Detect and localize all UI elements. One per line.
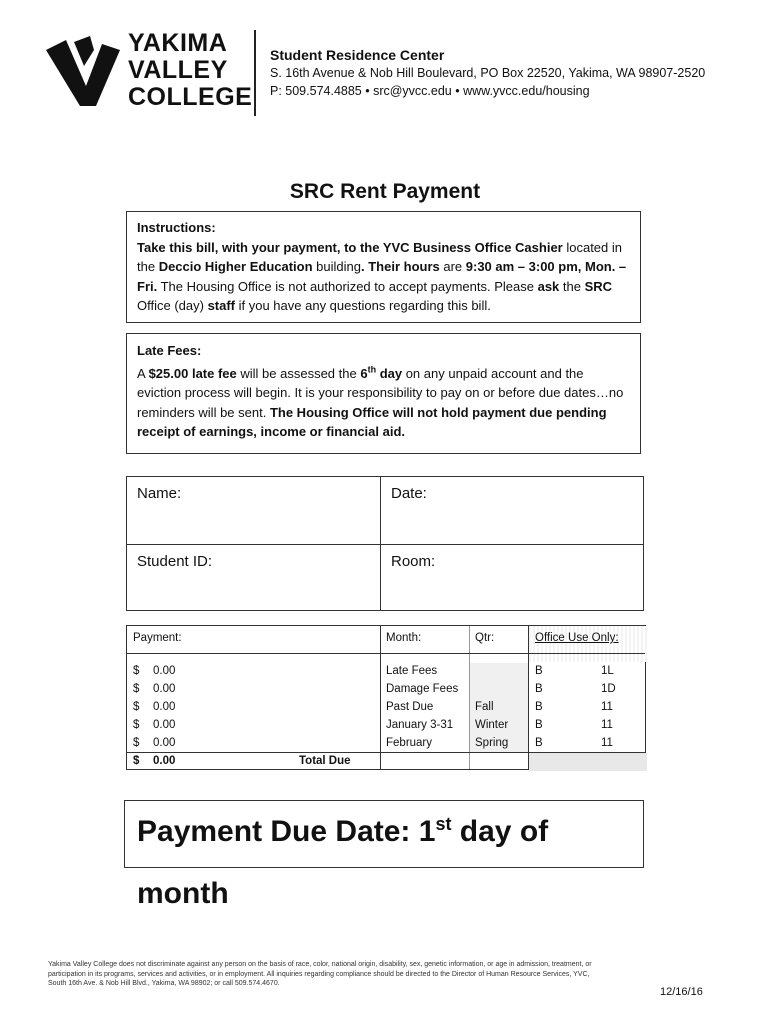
room-label: Room: <box>391 553 436 570</box>
date-label: Date: <box>391 485 427 502</box>
header-divider <box>254 30 256 116</box>
logo-wordmark: YAKIMA VALLEY COLLEGE <box>128 29 253 111</box>
date-field[interactable] <box>381 477 643 544</box>
document-date: 12/16/16 <box>660 986 703 998</box>
department-name: Student Residence Center <box>270 47 445 63</box>
late-fees-heading: Late Fees: <box>137 343 202 358</box>
payment-due-banner: Payment Due Date: 1st day of month <box>124 800 644 868</box>
late-fees-text: A $25.00 late fee will be assessed the 6th day on any unpaid account and the eviction process will begin. It is your responsibility to pay on or before due dates…no reminders will be sent. The Housing Office will not hold payment due pending receipt of earnings, income or financial aid. <box>137 364 624 440</box>
payment-header: Payment: <box>133 632 182 644</box>
student-id-field[interactable] <box>127 545 380 611</box>
payment-table: Payment: Month: Qtr: Office Use Only: $ 0.00 Late Fees B 1L $ 0.00 Damage Fees B 1D $ 0.00 Past Due Fall B 11 $ 0.00 January 3-31 Winter B 11 $ 0.00 February Spring B 11 $ 0.00 Total Due <box>126 625 646 770</box>
name-field[interactable] <box>127 477 380 544</box>
instructions-heading: Instructions: <box>137 220 216 235</box>
student-id-label: Student ID: <box>137 553 213 570</box>
non-discrimination-footer: Yakima Valley College does not discriminate against any person on the basis of race, color, national origin, disability, sex, genetic information, or age in admission, treatment, or participation in its programs, services and activities, or in employment. All inquiries regarding compliance should be directed to the Director of Human Resource Services, YVC, South 16th Ave. & Nob Hill Blvd., Yakima, WA 98902; or call 509.574.4670. <box>48 961 592 987</box>
instructions-text: Take this bill, with your payment, to the YVC Business Office Cashier located in the Deccio Higher Education building. Their hours are 9:30 am – 3:00 pm, Mon. – Fri. The Housing Office is not authorized to accept payments. Please ask the SRC Office (day) staff if you have any questions regarding this bill. <box>137 239 627 313</box>
student-info-grid <box>126 476 644 611</box>
college-logo-icon <box>44 36 126 110</box>
room-field[interactable] <box>381 545 643 611</box>
total-due-label: Total Due <box>299 755 351 767</box>
late-fees-box <box>126 333 641 454</box>
office-use-header: Office Use Only: <box>535 632 619 644</box>
name-label: Name: <box>137 485 182 502</box>
contact-line: P: 509.574.4885 • src@yvcc.edu • www.yvcc.edu/housing <box>270 84 590 98</box>
instructions-box <box>126 211 641 323</box>
address: S. 16th Avenue & Nob Hill Boulevard, PO Box 22520, Yakima, WA 98907-2520 <box>270 66 706 80</box>
total-office-shading <box>529 753 647 771</box>
header-contact-block <box>270 46 705 100</box>
page-title: SRC Rent Payment <box>289 180 481 203</box>
month-header: Month: <box>386 632 422 644</box>
qtr-header: Qtr: <box>475 632 495 644</box>
